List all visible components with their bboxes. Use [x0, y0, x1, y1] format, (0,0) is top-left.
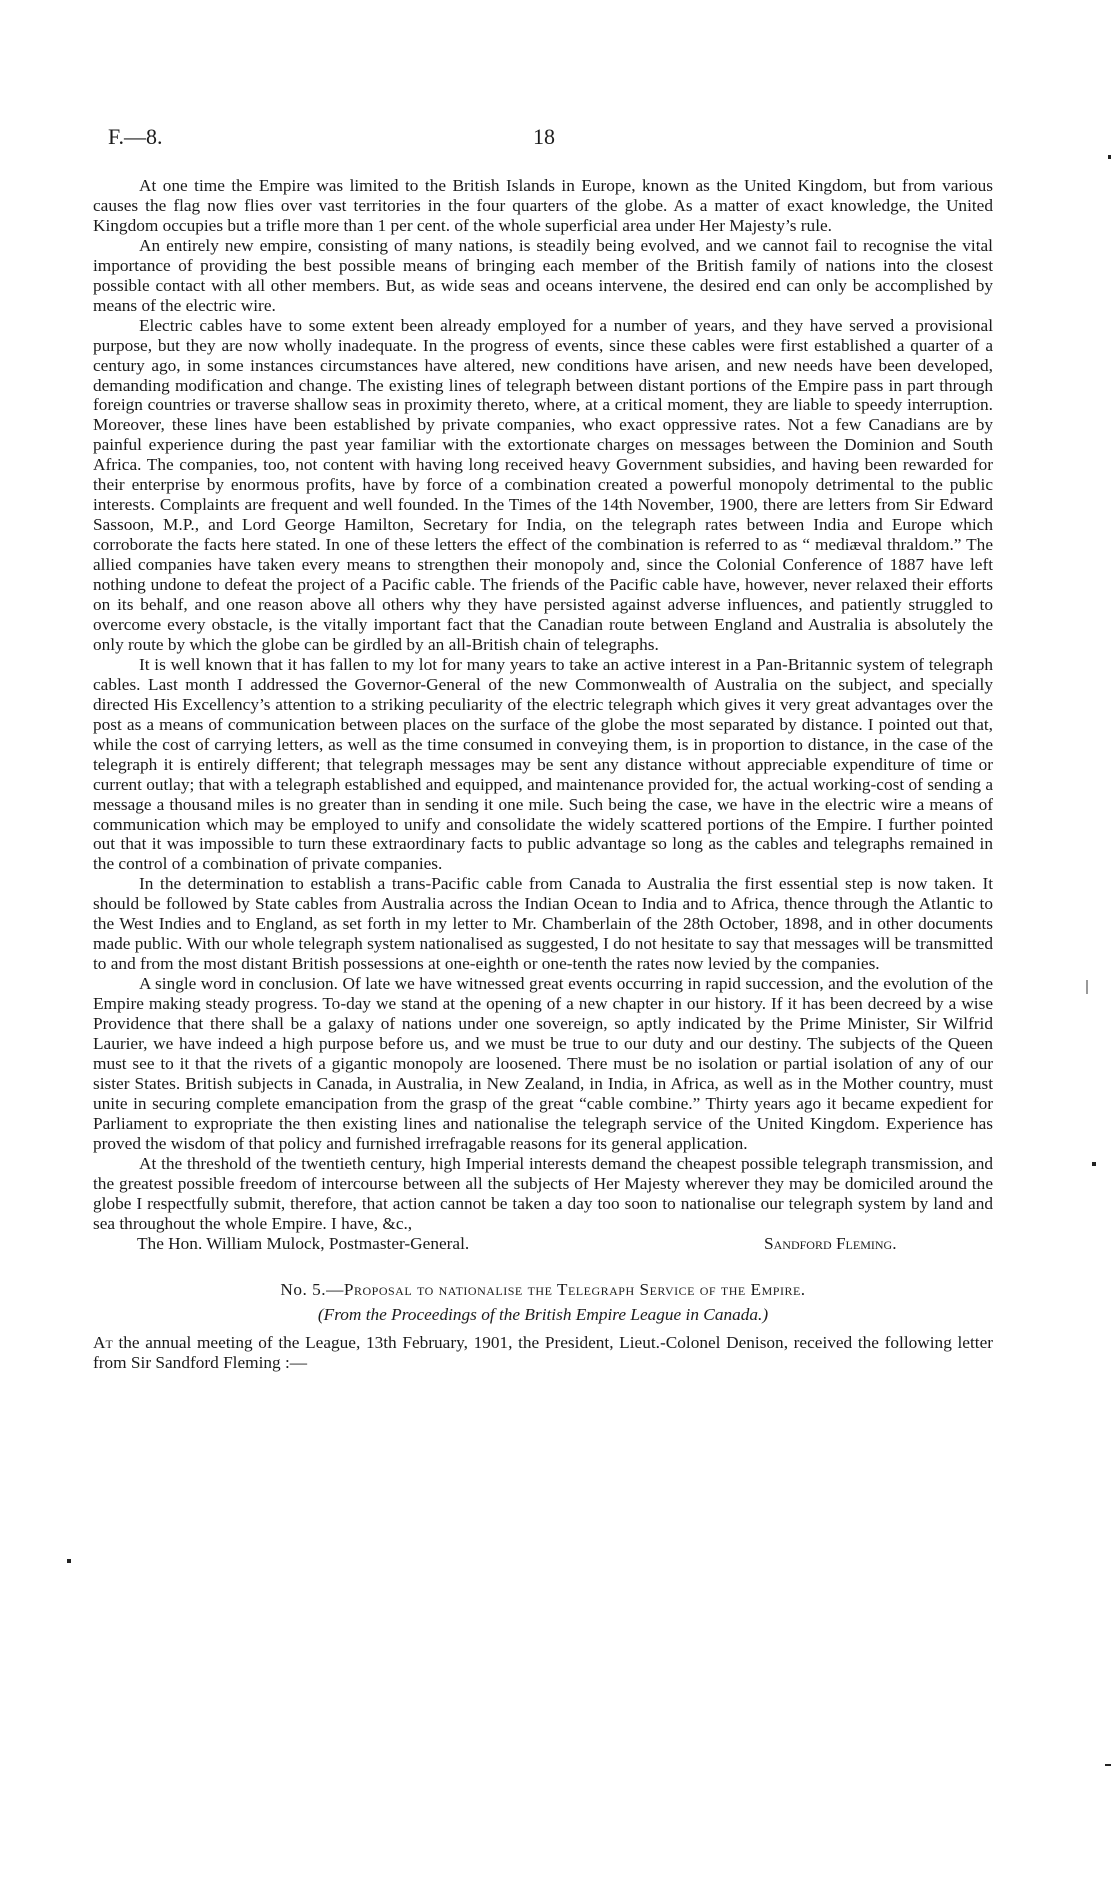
letter-body: [93, 176, 993, 1373]
addressee: The Hon. William Mulock, Postmaster-General.: [137, 1233, 470, 1253]
scan-mark: [1092, 1162, 1096, 1166]
page-header: [108, 124, 1008, 154]
scan-mark: [1105, 1764, 1111, 1766]
paragraph-4: It is well known that it has fallen to my lot for many years to take an active interest in a Pan-Britannic system of telegraph cables. Last month I addressed the Governor-General of the new Commonwealth of Australia on the subject, and specially directed His Excellency’s attention to a striking peculiarity of the electric telegraph which gives it very great advantages over the post as a means of communication between places on the surface of the globe the most separated by distance. I pointed out that, while the cost of carrying letters, as well as the time consumed in conveying them, is in proportion to distance, in the case of the telegraph it is entirely different; that telegraph messages may be sent any distance without appreciable expenditure of time or current outlay; that with a telegraph established and equipped, and maintenance provided for, the actual working-cost of sending a message a thousand miles is no greater than in sending it one mile. Such being the case, we have in the electric wire a means of communication which may be employed to unify and consolidate the widely scattered portions of the Empire. I further pointed out that it was impossible to turn these extraordinary facts to public advantage so long as the cables and telegraphs remained in the control of a combination of private companies.: [93, 654, 993, 874]
paragraph-5: In the determination to establish a trans-Pacific cable from Canada to Australia the first essential step is now taken. It should be followed by State cables from Australia across the Indian Ocean to India and to Africa, thence through the Atlantic to the West Indies and to England, as set forth in my letter to Mr. Chamberlain of the 28th October, 1898, and in other documents made public. With our whole telegraph system nationalised as suggested, I do not hesitate to say that messages will be transmitted to and from the most distant British possessions at one-eighth or one-tenth the rates now levied by the companies.: [93, 874, 993, 974]
closing-paragraph: [93, 1333, 993, 1373]
document-code: F.—8.: [108, 124, 163, 149]
page-number: 18: [533, 124, 555, 149]
paragraph-3: Electric cables have to some extent been already employed for a number of years, and they have served a provisional purpose, but they are now wholly inadequate. In the progress of events, since these cables were first established a quarter of a century ago, in some instances circumstances have altered, new conditions have arisen, and new needs have been developed, demanding modification and change. The existing lines of telegraph between distant portions of the Empire pass in part through foreign countries or traverse shallow seas in proximity thereto, where, at a critical moment, they are liable to speedy interruption. Moreover, these lines have been established by private companies, who exact oppressive rates. Not a few Canadians are by painful experience during the past year familiar with the extortionate charges on messages between the Dominion and South Africa. The companies, too, not content with having long received heavy Government subsidies, and having been rewarded for their enterprise by enormous profits, have by force of a combination created a powerful monopoly detrimental to the public interests. Complaints are frequent and well founded. In the Times of the 14th November, 1900, there are letters from Sir Edward Sassoon, M.P., and Lord George Hamilton, Secretary for India, on the telegraph rates between India and Europe which corroborate the facts here stated. In one of these letters the effect of the combination is referred to as “ mediæval thraldom.” The allied companies have taken every means to strengthen their monopoly and, since the Colonial Conference of 1887 have left nothing undone to defeat the project of a Pacific cable. The friends of the Pacific cable have, however, never relaxed their efforts on its behalf, and one reason above all others why they have persisted against adverse influences, and patiently struggled to overcome every obstacle, is the vitally important fact that the Canadian route between England and Australia is absolutely the only route by which the globe can be girdled by an all-British chain of telegraphs.: [93, 315, 993, 654]
section-subtitle: (From the Proceedings of the British Empire League in Canada.): [317, 1305, 769, 1325]
signer-name: Sandford Fleming.: [764, 1233, 897, 1253]
section-number: No. 5.—: [280, 1279, 344, 1299]
paragraph-1: At one time the Empire was limited to the British Islands in Europe, known as the United Kingdom, but from various causes the flag now flies over vast territories in the four quarters of the globe. As a matter of exact knowledge, the United Kingdom occupies but a trifle more than 1 per cent. of the whole superficial area under Her Majesty’s rule.: [93, 176, 993, 235]
paragraph-7: At the threshold of the twentieth century, high Imperial interests demand the cheapest possible telegraph transmission, and the greatest possible freedom of intercourse between all the subjects of Her Majesty wherever they may be domiciled around the globe I respectfully submit, therefore, that action cannot be taken a day too soon to nationalise our telegraph system by land and sea throughout the whole Empire. I have, &c.,: [93, 1153, 993, 1233]
paragraph-6: A single word in conclusion. Of late we have witnessed great events occurring in rapid succession, and the evolution of the Empire making steady progress. To-day we stand at the opening of a new chapter in our history. If it has been decreed by a wise Providence that there shall be a galaxy of nations under one sovereign, so aptly indicated by the Prime Minister, Sir Wilfrid Laurier, we have indeed a high purpose before us, and we must be true to our duty and our destiny. The subjects of the Queen must see to it that the rivets of a gigantic monopoly are loosened. There must be no isolation or partial isolation of any of our sister States. British subjects in Canada, in Australia, in New Zealand, in India, in Africa, as well as in the Mother country, must unite in securing complete emancipation from the grasp of the great “cable combine.” Thirty years ago it became expedient for Parliament to expropriate the then existing lines and nationalise the telegraph service of the United Kingdom. Experience has proved the wisdom of that policy and furnished irrefragable reasons for its general application.: [93, 974, 993, 1153]
scan-mark: [67, 1559, 71, 1563]
section-title: Proposal to nationalise the Telegraph Service of the Empire.: [343, 1279, 806, 1299]
signature-line: [93, 1234, 993, 1254]
scan-mark: [1086, 980, 1088, 994]
closing-text: the annual meeting of the League, 13th February, 1901, the President, Lieut.-Colonel Denison, received the following letter from Sir Sandford Fleming :—: [93, 1333, 993, 1373]
closing-first-word: At: [93, 1333, 113, 1353]
section-heading: [93, 1280, 993, 1300]
paragraph-2: An entirely new empire, consisting of many nations, is steadily being evolved, and we cannot fail to recognise the vital importance of providing the best possible means of bringing each member of the British family of nations into the closest possible contact with all other members. But, as wide seas and oceans intervene, the desired end can only be accomplished by means of the electric wire.: [93, 235, 993, 315]
scan-mark: [1108, 155, 1111, 159]
